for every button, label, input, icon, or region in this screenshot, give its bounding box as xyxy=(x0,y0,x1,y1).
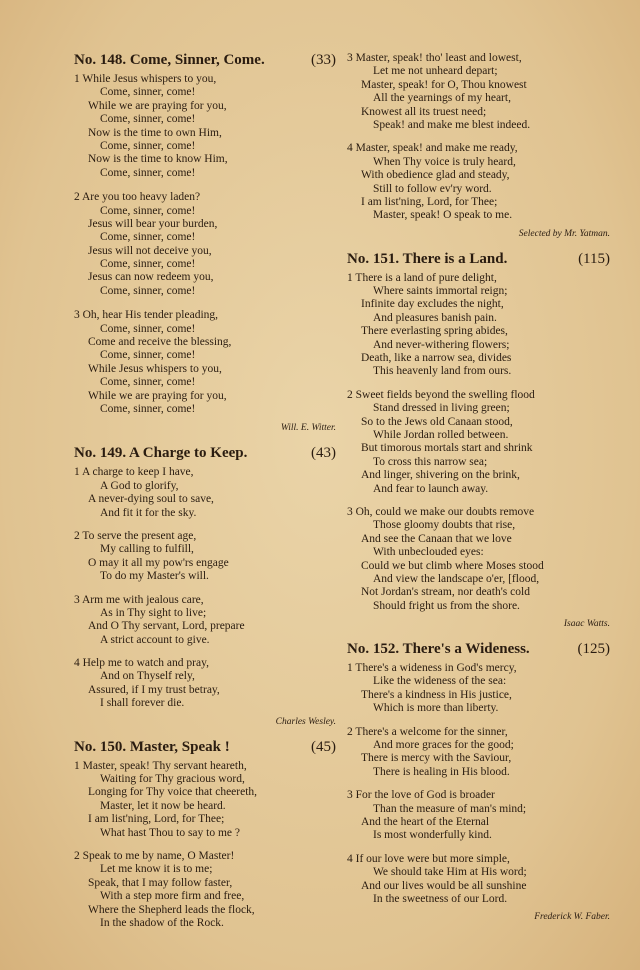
verse-line: 3 Master, speak! tho' least and lowest, xyxy=(347,52,522,64)
verse-line: Assured, if I my trust betray, xyxy=(88,683,220,696)
verse-line: Come, sinner, come! xyxy=(100,258,196,271)
hymn-title xyxy=(347,251,610,268)
verse-line: What hast Thou to say to me ? xyxy=(100,826,240,839)
verse-line: Come, sinner, come! xyxy=(100,322,196,335)
verse-line: Where the Shepherd leads the flock, xyxy=(88,903,255,916)
verse-line: And our lives would be all sunshine xyxy=(361,879,527,892)
verse-line: 2 Speak to me by name, O Master! xyxy=(74,849,235,862)
hymn-h150 xyxy=(74,739,336,931)
verse xyxy=(347,506,610,613)
hymn-h152 xyxy=(347,641,610,922)
hymn-title-text: A Charge to Keep. xyxy=(129,445,248,462)
verse-line: When Thy voice is truly heard, xyxy=(373,155,516,168)
verse xyxy=(74,594,336,648)
attribution: Will. E. Witter. xyxy=(280,423,336,434)
verse-line: 2 Sweet fields beyond the swelling flood xyxy=(347,388,535,401)
verse-line: 3 Oh, could we make our doubts remove xyxy=(347,505,535,518)
verse xyxy=(74,191,336,298)
hymn-heading xyxy=(347,641,530,658)
hymn-title xyxy=(74,739,336,756)
verse-line: Speak, that I may follow faster, xyxy=(88,876,233,889)
verse-line: And O Thy servant, Lord, prepare xyxy=(88,620,245,633)
hymn-h150b xyxy=(347,52,610,239)
verse-line: With a step more firm and free, xyxy=(100,890,245,903)
verse-line: Longing for Thy voice that cheereth, xyxy=(88,786,258,799)
verse-line: 2 There's a welcome for the sinner, xyxy=(347,725,508,738)
hymn-number: No. 150. xyxy=(74,738,127,755)
verse-line: While we are praying for you, xyxy=(88,99,227,112)
verse xyxy=(347,389,610,496)
tune-number: (115) xyxy=(578,250,610,267)
verse-line: A God to glorify, xyxy=(100,479,179,492)
verse xyxy=(74,657,336,711)
verse-line: Like the wideness of the sea: xyxy=(373,675,507,688)
verse-line: Come, sinner, come! xyxy=(100,139,196,152)
verse-line: While Jordan rolled between. xyxy=(373,428,509,441)
hymn-number: No. 152. xyxy=(347,641,400,658)
verse-line: Come, sinner, come! xyxy=(100,113,196,126)
verse-line: I am list'ning, Lord, for Thee; xyxy=(361,195,498,208)
verse-line: And view the landscape o'er, [flood, xyxy=(373,572,540,585)
verse-line: O may it all my pow'rs engage xyxy=(88,556,229,569)
attribution: Isaac Watts. xyxy=(563,619,610,630)
hymn-heading xyxy=(74,739,230,756)
verse xyxy=(347,52,610,132)
verse-line: Come, sinner, come! xyxy=(100,86,196,99)
left-column xyxy=(74,52,336,940)
verse-line: And pleasures banish pain. xyxy=(373,311,497,324)
hymn-title-text: There's a Wideness. xyxy=(402,641,530,658)
verse-line: Stand dressed in living green; xyxy=(373,402,510,415)
verse-line: Should fright us from the shore. xyxy=(373,599,520,612)
hymn-heading xyxy=(74,445,247,462)
verse-line: With unbeclouded eyes: xyxy=(373,546,484,559)
verse-line: And see the Canaan that we love xyxy=(361,532,512,545)
verse-line: All the yearnings of my heart, xyxy=(373,92,511,105)
verse-line: Knowest all its truest need; xyxy=(361,105,487,118)
verse-line: Master, speak! O speak to me. xyxy=(373,209,513,222)
verse-line: Let me know it is to me; xyxy=(100,863,213,876)
verse-line: 3 Arm me with jealous care, xyxy=(74,593,204,606)
verse-line: This heavenly land from ours. xyxy=(373,365,512,378)
verse-line: 1 There is a land of pure delight, xyxy=(347,271,497,284)
verse-line: Come, sinner, come! xyxy=(100,349,196,362)
verse-line: 4 If our love were but more simple, xyxy=(347,852,510,865)
verse xyxy=(347,662,610,716)
tune-number: (43) xyxy=(311,445,336,462)
verse-line: 3 Oh, hear His tender pleading, xyxy=(74,309,219,322)
verse xyxy=(74,760,336,840)
verse-line: Come, sinner, come! xyxy=(100,402,196,415)
verse-line: 1 Master, speak! Thy servant heareth, xyxy=(74,759,247,772)
verse-line: 2 Are you too heavy laden? xyxy=(74,191,201,204)
verse-line: I shall forever die. xyxy=(100,697,185,710)
right-column xyxy=(347,52,610,934)
verse-line: And fear to launch away. xyxy=(373,482,489,495)
verse-line: And more graces for the good; xyxy=(373,739,514,752)
verse-line: And the heart of the Eternal xyxy=(361,815,490,828)
verse-line: There's a kindness in His justice, xyxy=(361,688,512,701)
verse-line: Death, like a narrow sea, divides xyxy=(361,352,512,365)
hymn-title-text: There is a Land. xyxy=(402,250,508,267)
verse-line: Come, sinner, come! xyxy=(100,284,196,297)
verse-line: Come, sinner, come! xyxy=(100,231,196,244)
verse-line: Master, let it now be heard. xyxy=(100,799,226,812)
verse-line: But timorous mortals start and shrink xyxy=(361,442,533,455)
verse-line: While Jesus whispers to you, xyxy=(88,362,222,375)
hymn-number: No. 148. xyxy=(74,52,127,68)
hymn-h148 xyxy=(74,52,336,433)
verse-line: Let me not unheard depart; xyxy=(373,65,498,78)
verse xyxy=(347,789,610,843)
verse-line: Speak! and make me blest indeed. xyxy=(373,118,531,131)
verse-line: Than the measure of man's mind; xyxy=(373,802,527,815)
attribution: Frederick W. Faber. xyxy=(534,912,610,923)
verse xyxy=(74,73,336,180)
verse-line: As in Thy sight to live; xyxy=(100,606,207,619)
verse xyxy=(347,853,610,907)
verse xyxy=(74,530,336,584)
verse-line: 1 There's a wideness in God's mercy, xyxy=(347,662,517,675)
verse-line: And linger, shivering on the brink, xyxy=(361,469,520,482)
verse-line: Is most wonderfully kind. xyxy=(373,829,492,842)
verse-line: And on Thyself rely, xyxy=(100,670,195,683)
hymn-h151 xyxy=(347,251,610,629)
verse-line: Jesus will bear your burden, xyxy=(88,217,218,230)
verse-line: Waiting for Thy gracious word, xyxy=(100,773,245,786)
verse-line: There everlasting spring abides, xyxy=(361,325,508,338)
verse-line: Now is the time to own Him, xyxy=(88,126,222,139)
verse xyxy=(347,142,610,222)
verse-line: Master, speak! for O, Thou knowest xyxy=(361,78,527,91)
verse-line: Come, sinner, come! xyxy=(100,166,196,179)
verse-line: Not Jordan's stream, nor death's cold xyxy=(361,586,530,599)
verse-line: Now is the time to know Him, xyxy=(88,153,228,166)
hymn-number: No. 149. xyxy=(74,445,127,462)
verse-line: While we are praying for you, xyxy=(88,389,227,402)
verse-line: 4 Help me to watch and pray, xyxy=(74,657,209,670)
verse-line: 1 While Jesus whispers to you, xyxy=(74,73,217,85)
verse-line: To cross this narrow sea; xyxy=(373,455,488,468)
verse-line: Come, sinner, come! xyxy=(100,376,196,389)
verse-line: A never-dying soul to save, xyxy=(88,493,214,506)
hymn-h149 xyxy=(74,445,336,726)
attribution: Charles Wesley. xyxy=(275,716,336,727)
verse-line: Those gloomy doubts that rise, xyxy=(373,519,516,532)
verse-line: 2 To serve the present age, xyxy=(74,529,197,542)
verse-line: I am list'ning, Lord, for Thee; xyxy=(88,813,225,826)
verse xyxy=(74,466,336,520)
hymn-heading xyxy=(74,52,265,69)
verse-line: In the shadow of the Rock. xyxy=(100,916,224,929)
hymn-heading xyxy=(347,251,507,268)
verse-line: Jesus will not deceive you, xyxy=(88,244,212,257)
verse xyxy=(347,272,610,379)
verse-line: So to the Jews old Canaan stood, xyxy=(361,415,513,428)
verse-line: My calling to fulfill, xyxy=(100,543,194,556)
verse-line: There is mercy with the Saviour, xyxy=(361,752,512,765)
hymn-title xyxy=(74,445,336,462)
hymn-title xyxy=(347,641,610,658)
hymn-number: No. 151. xyxy=(347,250,400,267)
verse-line: With obedience glad and steady, xyxy=(361,169,510,182)
verse xyxy=(74,850,336,930)
verse-line: To do my Master's will. xyxy=(100,570,209,583)
verse xyxy=(347,726,610,780)
verse-line: 1 A charge to keep I have, xyxy=(74,466,194,479)
verse-line: Infinite day excludes the night, xyxy=(361,298,504,311)
verse-line: Come, sinner, come! xyxy=(100,204,196,217)
verse-line: Still to follow ev'ry word. xyxy=(373,182,492,195)
verse xyxy=(74,309,336,416)
hymn-title xyxy=(74,52,336,69)
tune-number: (33) xyxy=(311,52,336,68)
verse-line: 3 For the love of God is broader xyxy=(347,789,495,802)
hymn-title-text: Come, Sinner, Come. xyxy=(129,52,265,68)
attribution: Selected by Mr. Yatman. xyxy=(518,228,610,239)
verse-line: We should take Him at His word; xyxy=(373,866,527,879)
verse-line: 4 Master, speak! and make me ready, xyxy=(347,142,518,155)
verse-line: Jesus can now redeem you, xyxy=(88,271,214,284)
verse-line: There is healing in His blood. xyxy=(373,765,510,778)
verse-line: In the sweetness of our Lord. xyxy=(373,892,508,905)
verse-line: Come and receive the blessing, xyxy=(88,336,232,349)
verse-line: Where saints immortal reign; xyxy=(373,285,508,298)
verse-line: A strict account to give. xyxy=(100,633,210,646)
tune-number: (125) xyxy=(577,641,610,658)
verse-line: And fit it for the sky. xyxy=(100,506,197,519)
verse-line: And never-withering flowers; xyxy=(373,338,510,351)
verse-line: Which is more than liberty. xyxy=(373,702,499,715)
verse-line: Could we but climb where Moses stood xyxy=(361,559,544,572)
hymn-title-text: Master, Speak ! xyxy=(129,738,230,755)
tune-number: (45) xyxy=(311,738,336,755)
